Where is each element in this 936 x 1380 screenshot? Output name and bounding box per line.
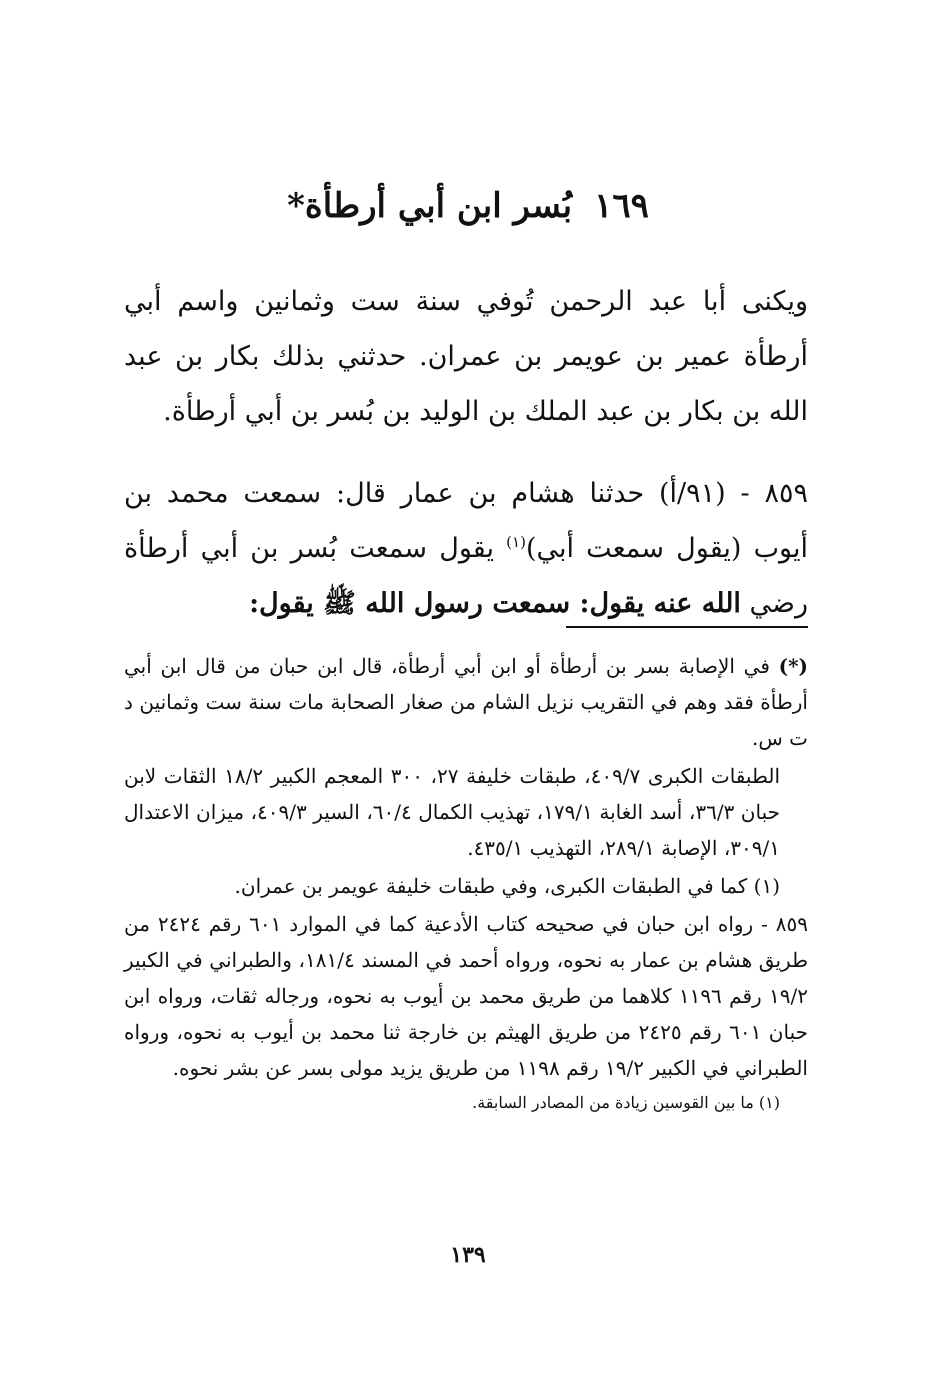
footnote-star — [124, 648, 808, 756]
footnote-small-1: (١) ما بين القوسين زيادة من المصادر السابقة. — [472, 1093, 780, 1112]
chapter-number: ١٦٩ — [594, 186, 649, 226]
chapter-heading — [0, 178, 936, 234]
footnote-1: (١) كما في الطبقات الكبرى، وفي طبقات خليفة عويمر بن عمران. — [234, 874, 780, 898]
footnote-star-marker: (*) — [778, 654, 808, 678]
footnotes-section — [124, 648, 808, 1120]
footnote-sources: الطبقات الكبرى ٤٠٩/٧، طبقات خليفة ٢٧، ٣٠٠ المعجم الكبير ١٨/٢ الثقات لابن حبان ٣٦/٣، أسد الغابة ١٧٩/١، تهذيب الكمال ٦٠/٤، السير ٤٠٩/٣، ميزان الاعتدال ٣٠٩/١، الإصابة ٢٨٩/١، التهذيب ٤٣٥/١. — [124, 764, 781, 860]
hadith-line-3: الله عنه يقول: سمعت رسول الله ﷺ يقول: — [249, 588, 741, 619]
hadith-lead: ٨٥٩ - (٩١/أ) حدثنا هشام بن عمار قال: سمعت محمد بن أيوب (يقول سمعت أبي) — [124, 478, 808, 564]
hadith-tail: يقول سمعت بُسر بن أبي أرطأة رضي — [124, 533, 808, 619]
footnote-reference: (١) — [506, 533, 526, 551]
footnote-separator — [566, 626, 808, 628]
intro-paragraph: ويكنى أبا عبد الرحمن تُوفي سنة ست وثمانين واسم أبي أرطأة عمير بن عويمر بن عمران. حدثني بذلك بكار بن عبد الله بن بكار بن عبد الملك بن الوليد بن بُسر بن أبي أرطأة. — [124, 286, 808, 427]
footnote-star-text: في الإصابة بسر بن أرطأة أو ابن أبي أرطأة، قال ابن حبان من قال ابن أبي أرطأة فقد وهم في التقريب نزيل الشام من صغار الصحابة مات سنة ست وثمانين د ت س. — [124, 654, 808, 750]
page-number: ١٣٩ — [450, 1242, 486, 1268]
chapter-title: بُسر ابن أبي أرطأة* — [287, 186, 573, 226]
hadith-paragraph — [124, 466, 808, 631]
footnote-859: ٨٥٩ - رواه ابن حبان في صحيحه كتاب الأدعية كما في الموارد ٦٠١ رقم ٢٤٢٤ من طريق هشام بن عمار به نحوه، ورواه أحمد في المسند ١٨١/٤، والطبراني في الكبير ١٩/٢ رقم ١١٩٦ كلاهما من طريق محمد بن أيوب به نحوه، ورجاله ثقات، ورواه ابن حبان ٦٠١ رقم ٢٤٢٥ من طريق الهيثم بن خارجة ثنا محمد بن أيوب به نحوه، ورواه الطبراني في الكبير ١٩/٢ رقم ١١٩٨ من طريق يزيد مولى بسر عن بشر نحوه. — [124, 912, 808, 1080]
